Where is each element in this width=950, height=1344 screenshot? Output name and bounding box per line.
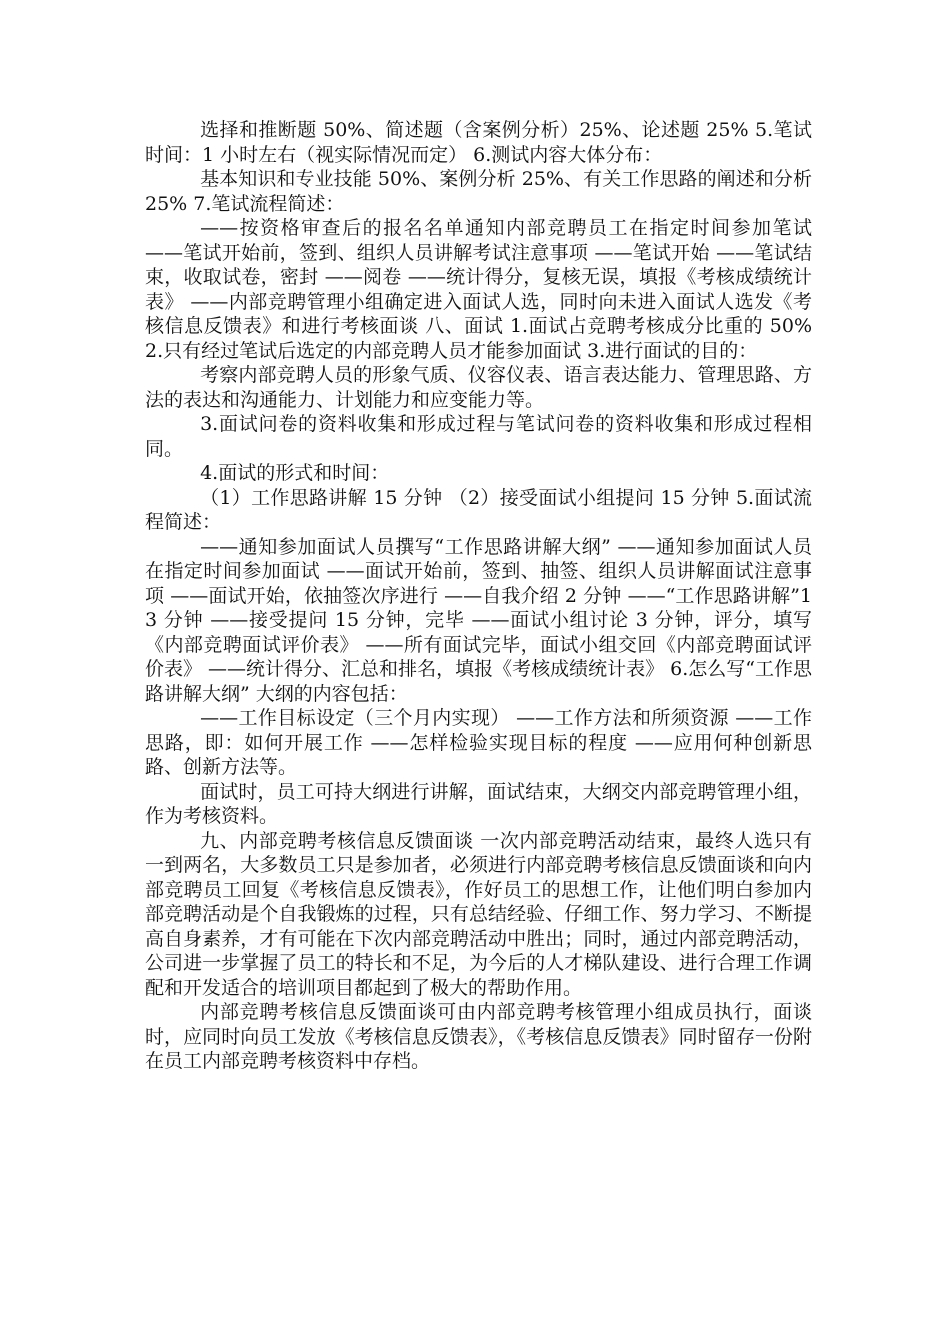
paragraph-exam-question-types: 选择和推断题 50%、简述题（含案例分析）25%、论述题 25% 5.笔试时间：1 小时左右（视实际情况而定） 6.测试内容大体分布： (145, 119, 812, 166)
paragraph-feedback-interview: 九、内部竞聘考核信息反馈面谈 一次内部竞聘活动结束，最终人选只有一到两名，大多数员工只是参加者，必须进行内部竞聘考核信息反馈面谈和向内部竞聘员工回复《考核信息反馈表》，作好员工的思想工作，让他们明白参加内部竞聘活动是个自我锻炼的过程，只有总结经验、仔细工作、努力学习、不断提高自身素养，才有可能在下次内部竞聘活动中胜出；同时，通过内部竞聘活动，公司进一步掌握了员工的特长和不足，为今后的人才梯队建设、进行合理工作调配和开发适合的培训项目都起到了极大的帮助作用。 (145, 829, 812, 999)
paragraph-test-content-distribution: 基本知识和专业技能 50%、案例分析 25%、有关工作思路的阐述和分析 25% 7.笔试流程简述： (145, 168, 812, 215)
paragraph-interview-questionnaire: 3.面试问卷的资料收集和形成过程与笔试问卷的资料收集和形成过程相同。 (145, 413, 812, 460)
paragraph-written-exam-process: ——按资格审查后的报名名单通知内部竞聘员工在指定时间参加笔试 ——笔试开始前，签到、组织人员讲解考试注意事项 ——笔试开始 ——笔试结束，收取试卷，密封 ——阅卷 ——统计得分，复核无误，填报《考核成绩统计表》 ——内部竞聘管理小组确定进入面试人选，同时向未进入面试人选发《考核信息反馈表》和进行考核面谈 八、面试 1.面试占竞聘考核成分比重的 50% 2.只有经过笔试后选定的内部竞聘人员才能参加面试 3.进行面试的目的： (145, 217, 812, 362)
paragraph-interview-purpose: 考察内部竞聘人员的形象气质、仪容仪表、语言表达能力、管理思路、方法的表达和沟通能力、计划能力和应变能力等。 (145, 364, 812, 411)
paragraph-outline-contents: ——工作目标设定（三个月内实现） ——工作方法和所须资源 ——工作思路，即：如何开展工作 ——怎样检验实现目标的程度 ——应用何种创新思路、创新方法等。 (145, 707, 812, 778)
paragraph-interview-format-times: （1）工作思路讲解 15 分钟 （2）接受面试小组提问 15 分钟 5.面试流程简述： (145, 486, 812, 533)
paragraph-interview-format-heading: 4.面试的形式和时间： (200, 462, 390, 484)
paragraph-feedback-execution: 内部竞聘考核信息反馈面谈可由内部竞聘考核管理小组成员执行，面谈时，应同时向员工发放《考核信息反馈表》，《考核信息反馈表》同时留存一份附在员工内部竞聘考核资料中存档。 (145, 1001, 812, 1072)
paragraph-interview-process: ——通知参加面试人员撰写“工作思路讲解大纲” ——通知参加面试人员在指定时间参加面试 ——面试开始前，签到、抽签、组织人员讲解面试注意事项 ——面试开始，依抽签次序进行 ——自我介绍 2 分钟 ——“工作思路讲解”13 分钟 ——接受提问 15 分钟，完毕 ——面试小组讨论 3 分钟，评分，填写《内部竞聘面试评价表》 ——所有面试完毕，面试小组交回《内部竞聘面试评价表》 ——统计得分、汇总和排名，填报《考核成绩统计表》 6.怎么写“工作思路讲解大纲” 大纲的内容包括： (145, 535, 812, 705)
paragraph-outline-usage: 面试时，员工可持大纲进行讲解，面试结束，大纲交内部竞聘管理小组，作为考核资料。 (145, 780, 812, 827)
